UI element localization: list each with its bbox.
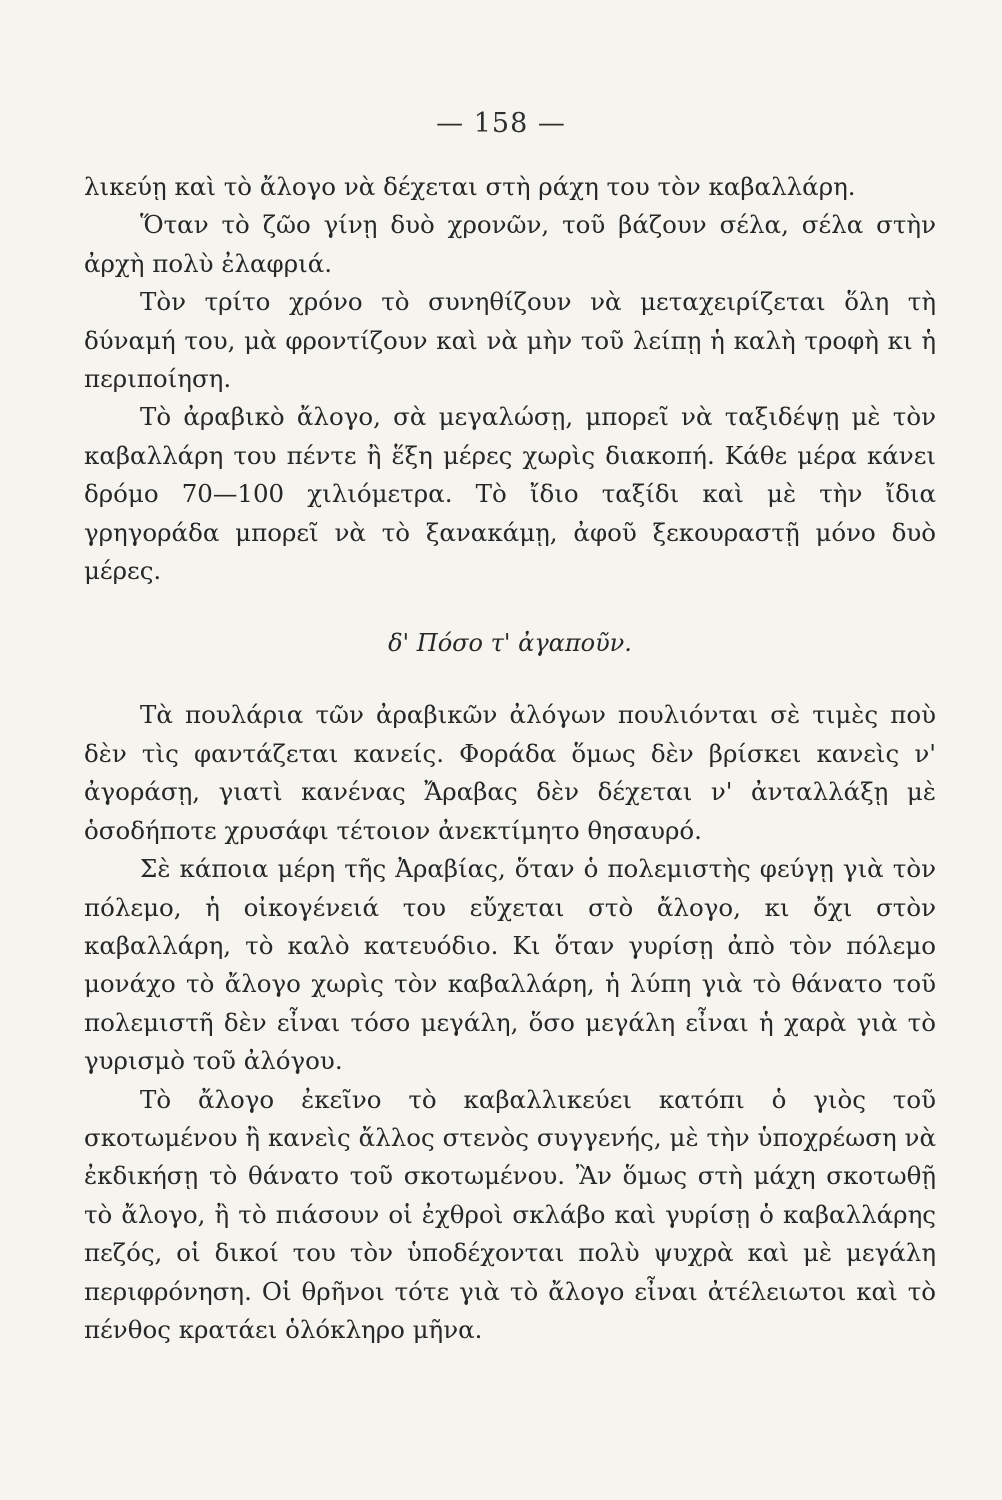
- paragraph-continuation: λικεύῃ καὶ τὸ ἄλογο νὰ δέχεται στὴ ράχη του τὸν καβαλλάρη.: [84, 172, 856, 201]
- paragraph-foals: Τὰ πουλάρια τῶν ἀραβικῶν ἀλόγων πουλιόνται σὲ τιμὲς ποὺ δὲν τὶς φαντάζεται κανείς. Φοράδα ὅμως δὲν βρίσκει κανεὶς ν' ἀγοράσῃ, γιατὶ κανένας Ἄραβας δὲν δέχεται ν' ἀνταλλάξῃ μὲ ὁσοδήποτε χρυσάφι τέτοιον ἀνεκτίμητο θησαυρό.: [84, 700, 936, 845]
- paragraph-revenge: Τὸ ἄλογο ἐκεῖνο τὸ καβαλλικεύει κατόπι ὁ γιὸς τοῦ σκοτωμένου ἢ κανεὶς ἄλλος στενὸς συγγενής, μὲ τὴν ὑποχρέωση νὰ ἐκδικήσῃ τὸ θάνατο τοῦ σκοτωμένου. Ἂν ὅμως στὴ μάχη σκοτωθῇ τὸ ἄλογο, ἢ τὸ πιάσουν οἱ ἐχθροὶ σκλάβο καὶ γυρίσῃ ὁ καβαλλάρης πεζός, οἱ δικοί του τὸν ὑποδέχονται πολὺ ψυχρὰ καὶ μὲ μεγάλη περιφρόνηση. Οἱ θρῆνοι τότε γιὰ τὸ ἄλογο εἶναι ἀτέλειωτοι καὶ τὸ πένθος κρατάει ὁλόκληρο μῆνα.: [84, 1084, 936, 1344]
- paragraph-war: Σὲ κάποια μέρη τῆς Ἀραβίας, ὅταν ὁ πολεμιστὴς φεύγῃ γιὰ τὸν πόλεμο, ἡ οἰκογένειά του εὔχεται στὸ ἄλογο, κι ὄχι στὸν καβαλλάρη, τὸ καλὸ κατευόδιο. Κι ὅταν γυρίσῃ ἀπὸ τὸν πόλεμο μονάχο τὸ ἄλογο χωρὶς τὸν καβαλλάρη, ἡ λύπη γιὰ τὸ θάνατο τοῦ πολεμιστῆ δὲν εἶναι τόσο μεγάλη, ὅσο μεγάλη εἶναι ἡ χαρὰ γιὰ τὸ γυρισμὸ τοῦ ἀλόγου.: [84, 854, 936, 1076]
- page-body: [84, 168, 936, 1349]
- paragraph-saddle: Ὅταν τὸ ζῶο γίνῃ δυὸ χρονῶν, τοῦ βάζουν σέλα, σέλα στὴν ἀρχὴ πολὺ ἐλαφριά.: [84, 210, 936, 278]
- section-heading: δ' Πόσο τ' ἀγαποῦν.: [388, 629, 632, 658]
- paragraph-third-year: Τὸν τρίτο χρόνο τὸ συνηθίζουν νὰ μεταχειρίζεται ὅλη τὴ δύναμή του, μὰ φροντίζουν καὶ νὰ μὴν τοῦ λείπῃ ἡ καλὴ τροφὴ κι ἡ περιποίηση.: [84, 287, 936, 394]
- page-number: — 158 —: [436, 108, 566, 139]
- paragraph-endurance: Τὸ ἀραβικὸ ἄλογο, σὰ μεγαλώσῃ, μπορεῖ νὰ ταξιδέψῃ μὲ τὸν καβαλλάρη του πέντε ἢ ἕξη μέρες χωρὶς διακοπή. Κάθε μέρα κάνει δρόμο 70—100 χιλιόμετρα. Τὸ ἴδιο ταξίδι καὶ μὲ τὴν ἴδια γρηγοράδα μπορεῖ νὰ τὸ ξανακάμῃ, ἀφοῦ ξεκουραστῇ μόνο δυὸ μέρες.: [84, 402, 936, 586]
